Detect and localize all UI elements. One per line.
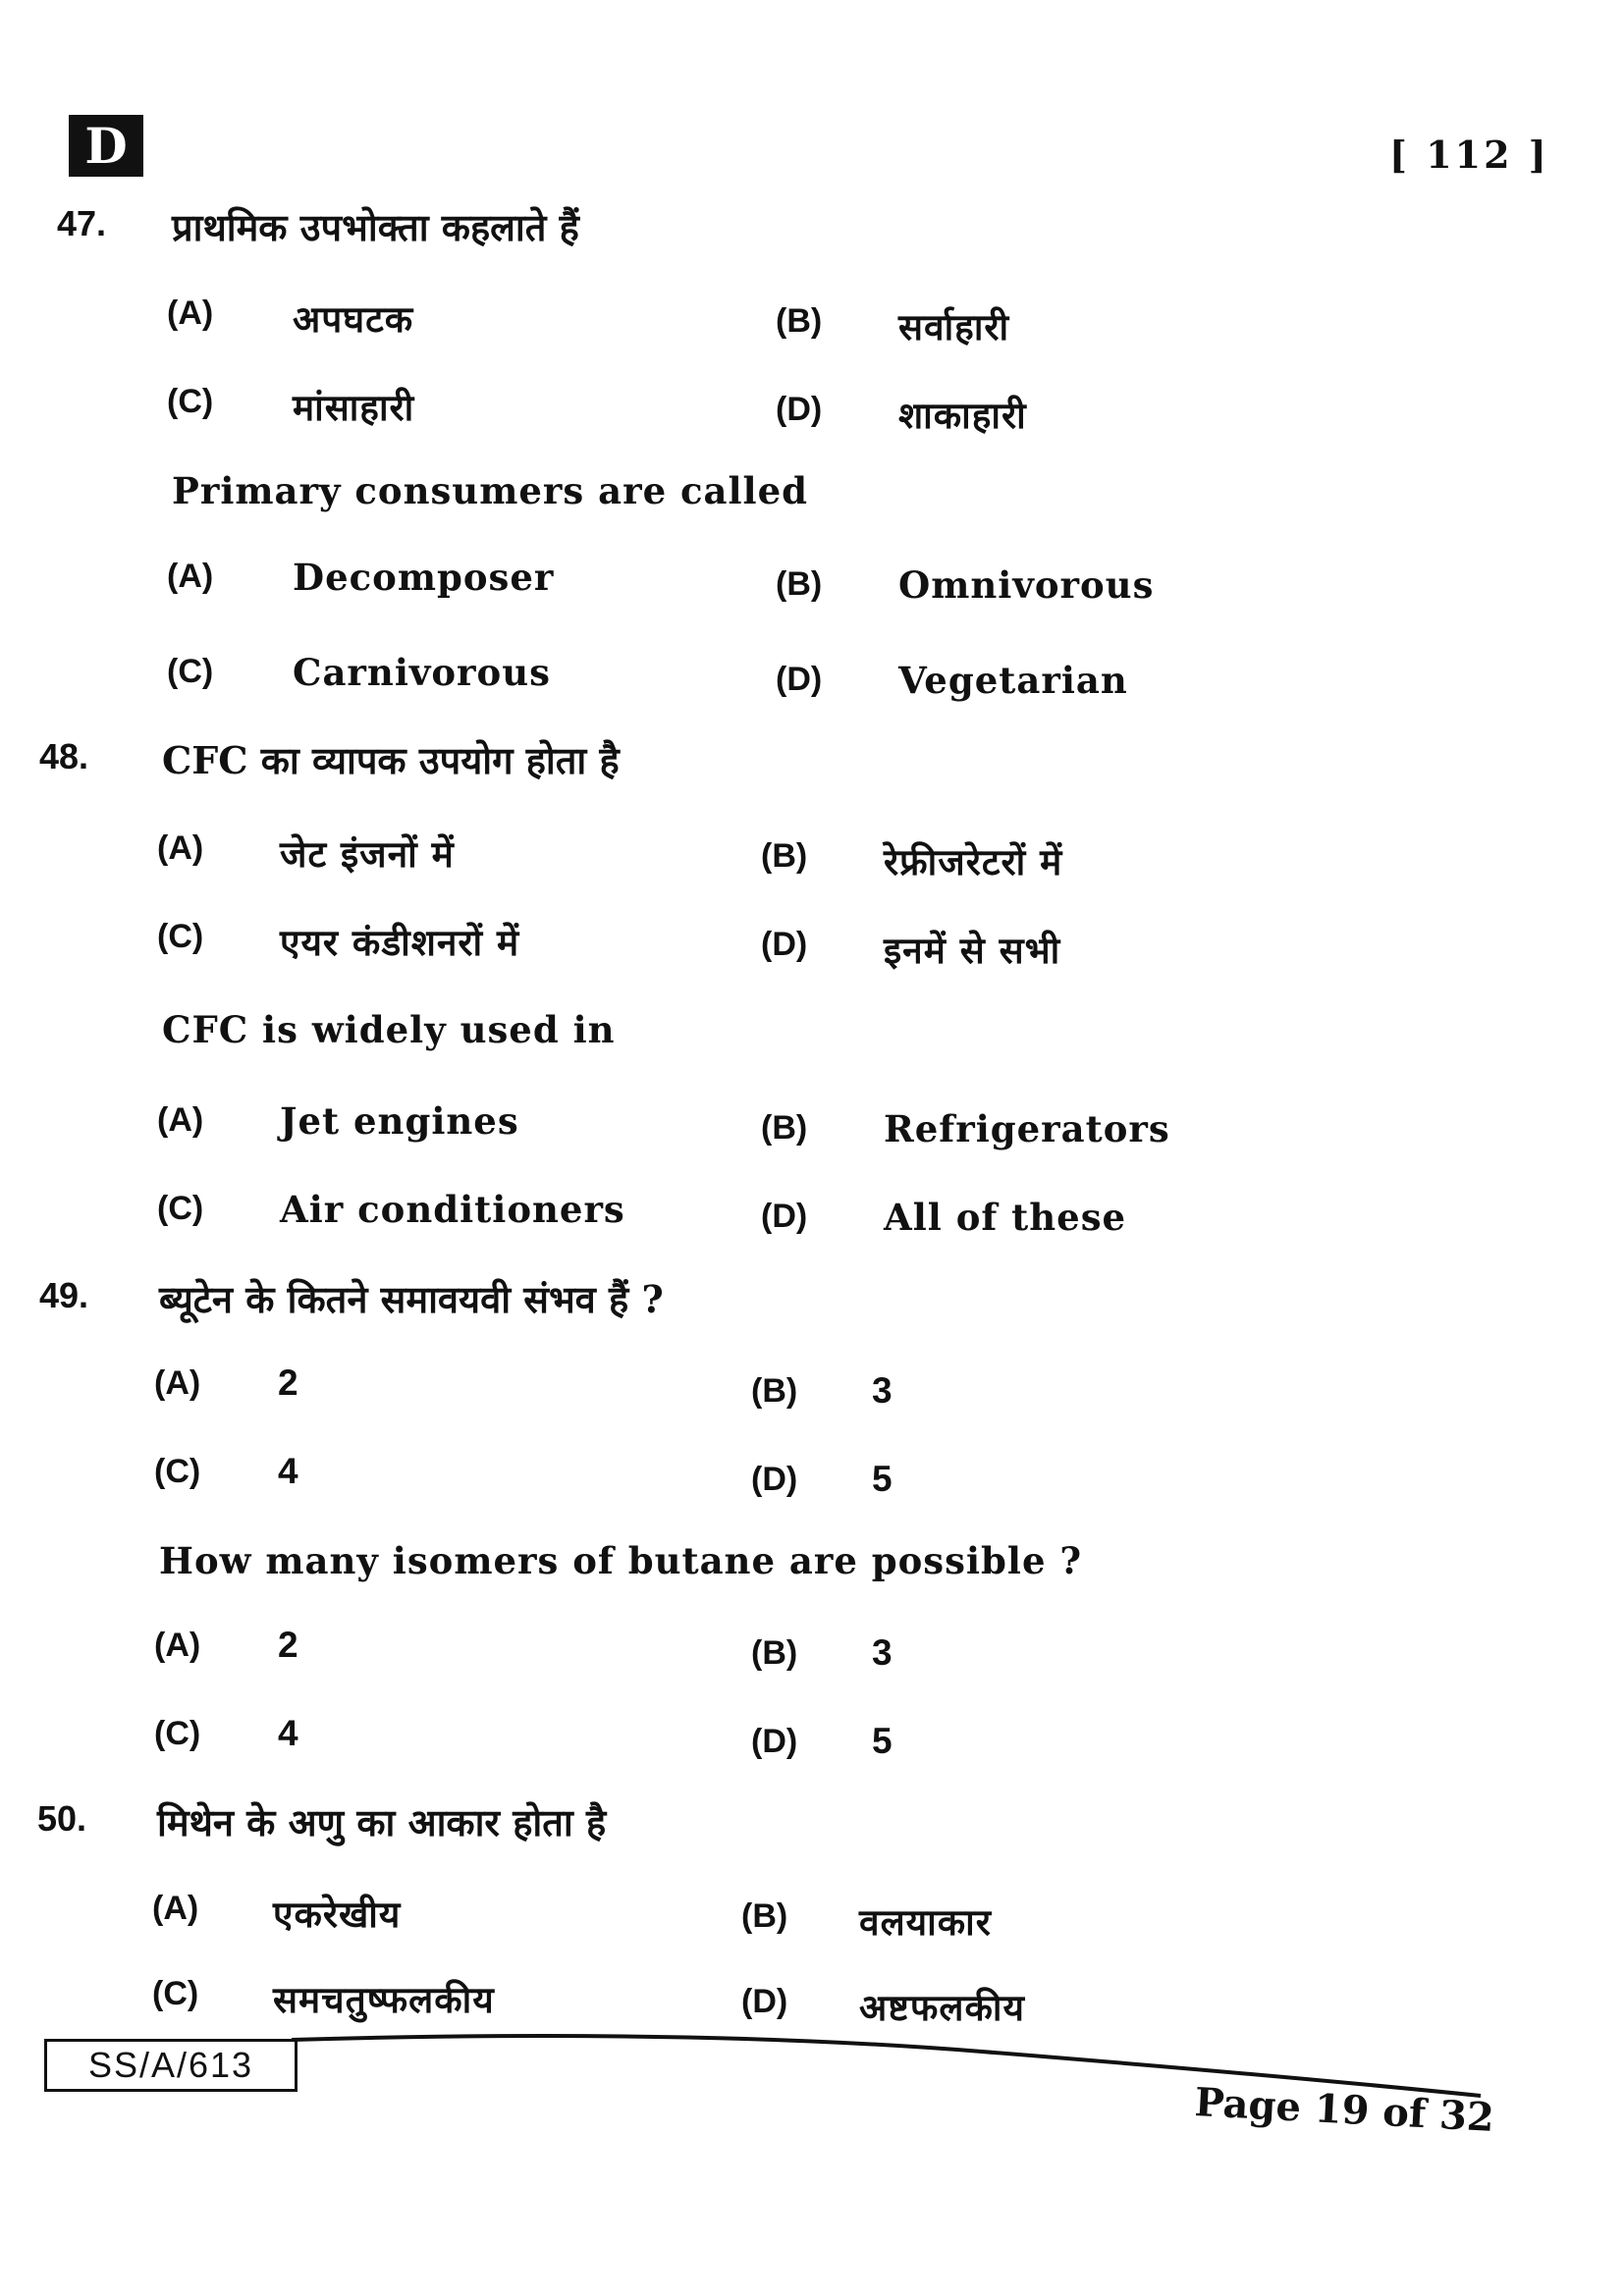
option-text-hindi: एकरेखीय (273, 1893, 402, 1936)
option-label: (B) (751, 1634, 798, 1672)
option-label: (D) (751, 1461, 798, 1498)
option-text-hindi: समचतुष्फलकीय (273, 1978, 495, 2021)
option-label: (C) (154, 1715, 201, 1752)
option-label: (D) (776, 661, 823, 698)
option-text-english: Decomposer (293, 556, 555, 599)
question-text-hindi: मिथेन के अणु का आकार होता है (157, 1800, 607, 1844)
page-number: Page 19 of 32 (1193, 2079, 1495, 2141)
question-text-hindi: CFC का व्यापक उपयोग होता है (162, 738, 620, 782)
option-text-hindi: 5 (872, 1459, 893, 1499)
option-text-english: 2 (278, 1625, 299, 1665)
option-text-hindi: शाकाहारी (898, 394, 1027, 437)
question-text-hindi: ब्यूटेन के कितने समावयवी संभव हैं ? (159, 1277, 664, 1321)
question-number: 47. (57, 203, 107, 243)
option-label: (C) (157, 1190, 204, 1227)
option-label: (B) (776, 565, 823, 603)
option-text-english: Carnivorous (293, 651, 551, 694)
option-text-hindi: अष्टफलकीय (859, 1986, 1025, 2029)
option-label: (B) (761, 837, 808, 875)
option-text-hindi: सर्वाहारी (898, 305, 1010, 348)
option-label: (B) (776, 302, 823, 340)
option-label: (D) (761, 1198, 808, 1235)
option-text-hindi: वलयाकार (859, 1900, 992, 1944)
option-text-hindi: रेफ्रीजरेटरों में (884, 840, 1063, 883)
option-text-hindi: एयर कंडीशनरों में (280, 921, 520, 964)
option-label: (A) (152, 1890, 199, 1927)
option-label: (A) (157, 1101, 204, 1139)
option-text-english: Refrigerators (884, 1107, 1170, 1150)
option-label: (B) (761, 1109, 808, 1147)
paper-code-box: SS/A/613 (44, 2039, 298, 2092)
option-text-english: Jet engines (280, 1099, 519, 1143)
question-number: 50. (37, 1798, 87, 1839)
option-label: (A) (154, 1627, 201, 1664)
option-text-hindi: मांसाहारी (293, 386, 415, 429)
question-text-english: Primary consumers are called (172, 469, 809, 512)
option-label: (C) (152, 1975, 199, 2012)
option-label: (B) (741, 1897, 788, 1935)
paper-number: [ 112 ] (1389, 133, 1549, 177)
option-text-english: All of these (884, 1196, 1127, 1239)
question-number: 48. (39, 736, 89, 776)
question-number: 49. (39, 1275, 89, 1315)
option-text-hindi: जेट इंजनों में (280, 832, 455, 876)
option-label: (C) (167, 383, 214, 420)
option-text-hindi: 3 (872, 1370, 893, 1411)
option-text-english: 3 (872, 1632, 893, 1673)
option-label: (D) (751, 1723, 798, 1760)
option-label: (C) (154, 1453, 201, 1490)
option-text-hindi: 2 (278, 1362, 299, 1403)
question-text-english: How many isomers of butane are possible ? (159, 1539, 1083, 1582)
option-text-english: Omnivorous (898, 563, 1155, 607)
option-label: (D) (741, 1983, 788, 2020)
option-label: (C) (157, 918, 204, 955)
option-label: (A) (157, 829, 204, 867)
option-label: (C) (167, 653, 214, 690)
option-label: (A) (167, 294, 214, 332)
option-text-english: Air conditioners (280, 1188, 625, 1231)
option-label: (A) (167, 558, 214, 595)
question-text-english: CFC is widely used in (162, 1008, 616, 1051)
option-text-english: 5 (872, 1721, 893, 1761)
option-label: (D) (776, 391, 823, 428)
option-label: (B) (751, 1372, 798, 1410)
set-badge: D (69, 115, 143, 177)
option-text-hindi: 4 (278, 1451, 299, 1491)
option-label: (D) (761, 926, 808, 963)
option-label: (A) (154, 1364, 201, 1402)
option-text-english: Vegetarian (898, 659, 1128, 702)
option-text-hindi: अपघटक (293, 297, 414, 341)
question-text-hindi: प्राथमिक उपभोक्ता कहलाते हैं (172, 205, 579, 249)
option-text-hindi: इनमें से सभी (884, 929, 1061, 972)
option-text-english: 4 (278, 1713, 299, 1753)
